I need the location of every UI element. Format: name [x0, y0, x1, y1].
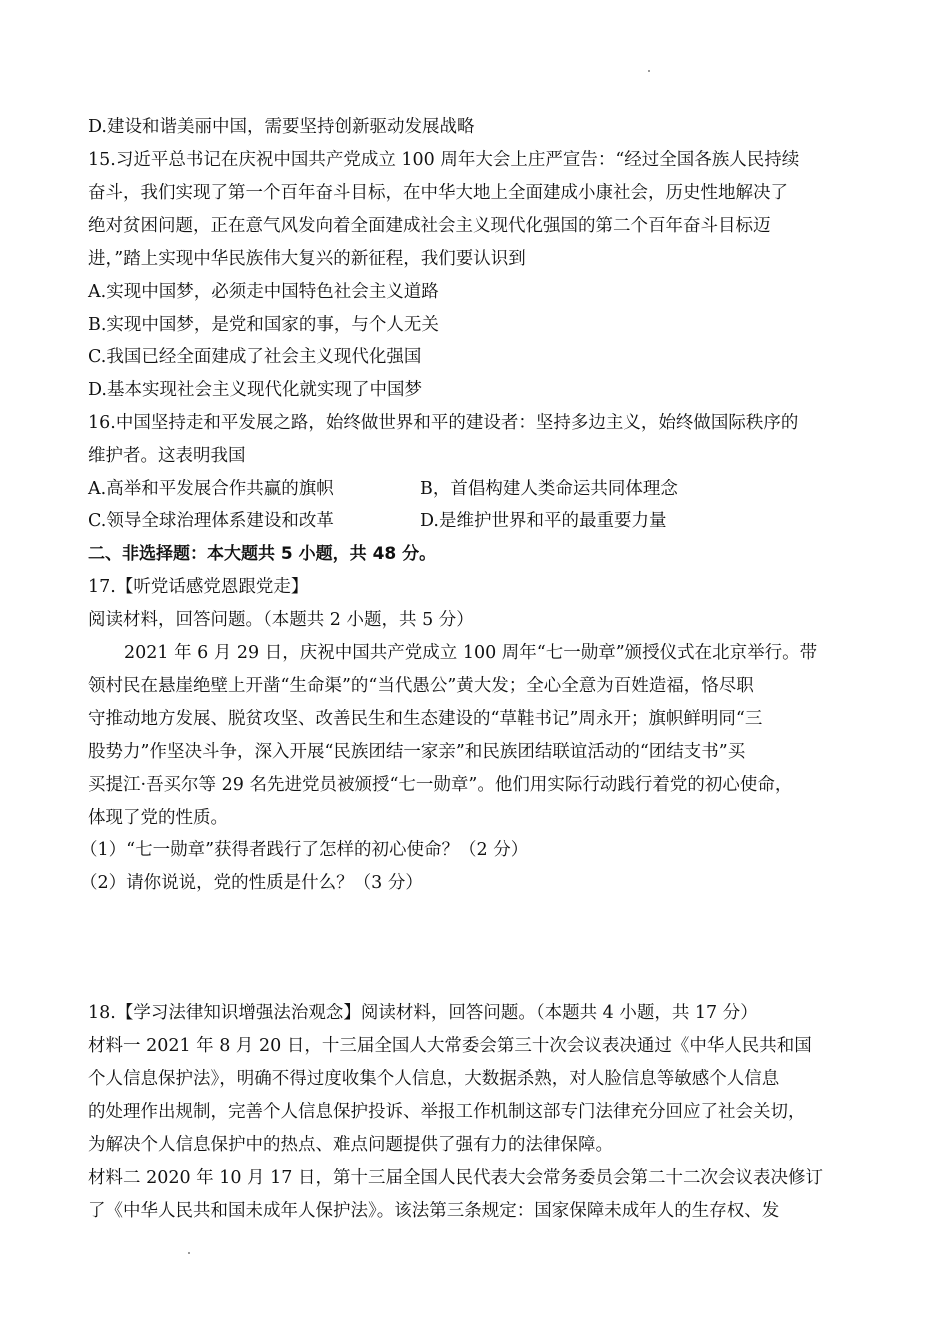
question-15-line-2: 奋斗，我们实现了第一个百年奋斗目标，在中华大地上全面建成小康社会，历史性地解决了	[88, 183, 788, 203]
option-c-q16: C.领导全球治理体系建设和改革	[88, 511, 334, 531]
question-17-title: 17.【听党话感党恩跟党走】	[88, 577, 309, 597]
sub-question-2: （2）请你说说，党的性质是什么？（3 分）	[80, 873, 423, 893]
sub-question-1: （1）“七一勋章”获得者践行了怎样的初心使命？（2 分）	[80, 840, 529, 860]
material-one-line-1: 材料一 2021 年 8 月 20 日，十三届全国人大常委会第三十次会议表决通过《中华人民共和国	[88, 1036, 812, 1056]
material-line-3: 守推动地方发展、脱贫攻坚、改善民生和生态建设的“草鞋书记”周永开；旗帜鲜明同“三	[88, 709, 763, 729]
material-one-line-3: 的处理作出规制，完善个人信息保护投诉、举报工作机制这部专门法律充分回应了社会关切，	[88, 1102, 806, 1122]
scan-speck	[648, 70, 650, 72]
option-b-q16: B，首倡构建人类命运共同体理念	[420, 479, 678, 499]
option-d-q15: D.基本实现社会主义现代化就实现了中国梦	[88, 380, 422, 400]
option-a-q16: A.高举和平发展合作共赢的旗帜	[88, 479, 334, 499]
material-line-5: 买提江·吾买尔等 29 名先进党员被颁授“七一勋章”。他们用实际行动践行着党的初心使命，	[88, 775, 793, 795]
option-d-q16: D.是维护世界和平的最重要力量	[420, 511, 667, 531]
material-line-6: 体现了党的性质。	[88, 808, 228, 828]
question-17-instruction: 阅读材料，回答问题。（本题共 2 小题，共 5 分）	[88, 610, 474, 630]
question-15-line-4: 进，”踏上实现中华民族伟大复兴的新征程，我们要认识到	[88, 249, 526, 269]
material-one-line-4: 为解决个人信息保护中的热点、难点问题提供了强有力的法律保障。	[88, 1135, 613, 1155]
option-d-q14: D.建设和谐美丽中国，需要坚持创新驱动发展战略	[88, 117, 475, 137]
scan-speck	[188, 1252, 190, 1254]
question-16-line-2: 维护者。这表明我国	[88, 446, 246, 466]
question-16-line-1: 16.中国坚持走和平发展之路，始终做世界和平的建设者：坚持多边主义，始终做国际秩序的	[88, 413, 799, 433]
option-c-q15: C.我国已经全面建成了社会主义现代化强国	[88, 347, 422, 367]
question-15-line-1: 15.习近平总书记在庆祝中国共产党成立 100 周年大会上庄严宣告：“经过全国各族人民持续	[88, 150, 800, 170]
material-line-2: 领村民在悬崖绝壁上开凿“生命渠”的“当代愚公”黄大发；全心全意为百姓造福，恪尽职	[88, 676, 754, 696]
material-two-line-2: 了《中华人民共和国未成年人保护法》。该法第三条规定：国家保障未成年人的生存权、发	[88, 1201, 780, 1221]
material-line-4: 股势力”作坚决斗争，深入开展“民族团结一家亲”和民族团结联谊活动的“团结支书”买	[88, 742, 746, 762]
material-two-line-1: 材料二 2020 年 10 月 17 日，第十三届全国人民代表大会常务委员会第二十二次会议表决修订	[88, 1168, 823, 1188]
material-one-line-2: 个人信息保护法》，明确不得过度收集个人信息，大数据杀熟，对人脸信息等敏感个人信息	[88, 1069, 780, 1089]
material-line-1: 2021 年 6 月 29 日，庆祝中国共产党成立 100 周年“七一勋章”颁授仪式在北京举行。带	[124, 643, 818, 663]
question-18-title: 18.【学习法律知识增强法治观念】阅读材料，回答问题。（本题共 4 小题，共 17 分）	[88, 1003, 758, 1023]
option-a-q15: A.实现中国梦，必须走中国特色社会主义道路	[88, 282, 439, 302]
question-15-line-3: 绝对贫困问题，正在意气风发向着全面建成社会主义现代化强国的第二个百年奋斗目标迈	[88, 216, 771, 236]
option-b-q15: B.实现中国梦，是党和国家的事，与个人无关	[88, 315, 439, 335]
section-heading: 二、非选择题：本大题共 5 小题，共 48 分。	[88, 544, 437, 564]
